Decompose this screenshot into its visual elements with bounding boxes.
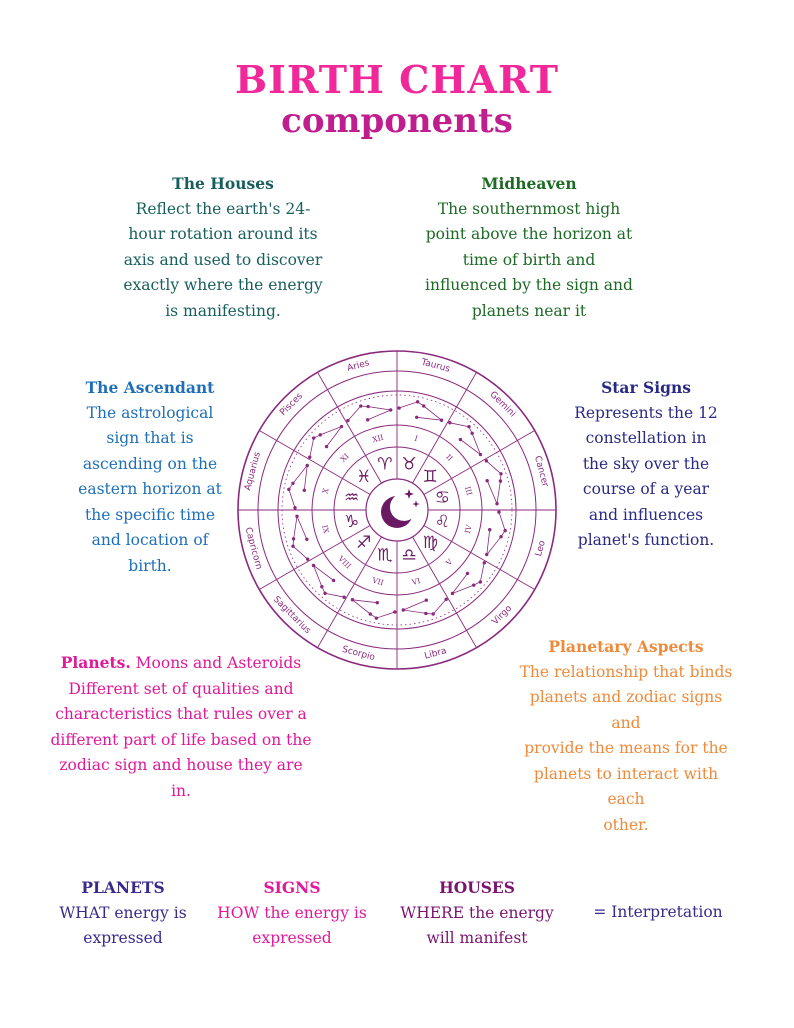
constellation-star (291, 545, 294, 548)
constellation-star (323, 592, 326, 595)
wheel-divider (259, 431, 370, 495)
house-numeral: VII (371, 575, 385, 588)
footer-signs-heading: SIGNS (263, 878, 321, 897)
sign-label: Aries (346, 358, 371, 374)
sign-label: Aquarius (243, 451, 264, 492)
zodiac-glyph-icon: ♏ (377, 545, 393, 566)
footer-signs (212, 875, 372, 952)
footer-signs-line: HOW the energy is (217, 903, 367, 922)
constellation-line (293, 516, 308, 559)
sign-label: Gemini (487, 389, 518, 420)
footer-houses-line: will manifest (426, 929, 528, 947)
ascendant-section (66, 375, 234, 579)
wheel-divider (424, 526, 535, 590)
sign-label: Sagittarius (270, 594, 313, 637)
constellation-star (366, 418, 369, 421)
planets-heading-rest: Moons and Asteroids (130, 654, 302, 672)
page-subtitle: components (281, 101, 513, 141)
constellation-star (451, 592, 454, 595)
constellation-star (287, 488, 290, 491)
aspects-heading: Planetary Aspects (548, 637, 704, 656)
zodiac-glyph-icon: ♓ (356, 466, 372, 487)
house-numeral: II (444, 452, 455, 463)
constellation-star (308, 455, 311, 458)
ascendant-line: ascending on the (82, 454, 218, 473)
midheaven-line: planets near it (471, 301, 587, 320)
constellation-star (488, 528, 491, 531)
constellation-star (485, 459, 488, 462)
constellation-star (295, 515, 298, 518)
footer-interpretation: = Interpretation (593, 903, 723, 921)
planets-line: Different set of qualities and (68, 679, 294, 698)
star-signs-line: Represents the 12 (574, 403, 718, 422)
footer-houses-line: WHERE the energy (400, 903, 554, 922)
constellation-line (450, 423, 481, 455)
constellation-star (432, 612, 435, 615)
footer-signs-line: expressed (252, 929, 332, 947)
midheaven-section (424, 171, 634, 324)
constellation-star (319, 433, 322, 436)
house-numeral: XI (338, 451, 351, 464)
house-numeral: IX (320, 523, 331, 535)
footer-planets-line: expressed (83, 929, 163, 947)
zodiac-glyph-icon: ♒ (343, 487, 360, 508)
constellation-star (293, 506, 296, 509)
constellation-star (503, 529, 506, 532)
midheaven-line: time of birth and (462, 250, 596, 269)
constellation-star (499, 479, 502, 482)
star-signs-line: the sky over the (582, 454, 710, 473)
constellation-star (485, 553, 488, 556)
constellation-star (332, 579, 335, 582)
constellation-star (376, 601, 379, 604)
constellation-star (466, 572, 469, 575)
constellation-star (440, 419, 443, 422)
constellation-line (348, 406, 391, 421)
star-signs-section (566, 375, 726, 554)
constellation-star (393, 610, 396, 613)
ascendant-line: The astrological (86, 403, 214, 422)
footer-planets-line: WHAT energy is (59, 903, 187, 922)
house-numeral: X (320, 487, 331, 495)
ascendant-line: birth. (128, 556, 172, 575)
constellation-line (314, 565, 345, 597)
sign-label: Pisces (278, 391, 305, 418)
constellation-star (292, 537, 295, 540)
houses-line: hour rotation around its (128, 225, 318, 243)
constellation-line (403, 599, 446, 614)
star-signs-line: and influences (588, 505, 704, 524)
constellation-line (310, 427, 342, 458)
ascendant-line: the specific time (84, 505, 215, 524)
zodiac-glyph-icon: ♑ (343, 512, 360, 533)
houses-line: Reflect the earth's 24- (135, 199, 311, 218)
midheaven-line: The southernmost high (437, 199, 621, 218)
sign-label: Cancer (531, 454, 550, 489)
constellation-star (306, 464, 309, 467)
constellation-line (289, 465, 307, 508)
ascendant-line: eastern horizon at (78, 480, 222, 498)
constellation-star (291, 482, 294, 485)
sign-label: Leo (534, 539, 548, 558)
constellation-line (352, 600, 395, 618)
zodiac-glyph-icon: ♍ (422, 533, 438, 554)
constellation-star (305, 538, 308, 541)
constellation-star (479, 453, 482, 456)
star-signs-heading: Star Signs (601, 378, 691, 397)
moon-icon-mask (390, 493, 418, 521)
house-numeral: III (462, 485, 474, 497)
footer-planets-heading: PLANETS (81, 878, 165, 897)
page-title: BIRTH CHART (234, 57, 560, 102)
footer-planets (43, 875, 203, 952)
constellation-star (402, 608, 405, 611)
houses-heading: The Houses (172, 174, 274, 193)
star-signs-line: planet's function. (577, 531, 715, 549)
constellation-star (416, 400, 419, 403)
footer-houses (397, 875, 557, 952)
house-numeral: V (444, 557, 455, 568)
midheaven-line: point above the horizon at (425, 225, 633, 243)
ascendant-line: and location of (91, 531, 209, 549)
wheel-divider (318, 537, 385, 648)
zodiac-glyph-icon: ♉ (401, 454, 417, 475)
zodiac-glyph-icon: ♎ (401, 545, 417, 566)
constellation-star (346, 419, 349, 422)
constellation-star (342, 596, 345, 599)
constellation-star (444, 598, 447, 601)
zodiac-glyph-icon: ♊ (422, 466, 438, 487)
planets-line: zodiac sign and house they are in. (59, 756, 303, 800)
constellation-star (459, 438, 462, 441)
constellation-star (312, 564, 315, 567)
constellation-star (351, 598, 354, 601)
constellation-line (487, 512, 505, 555)
constellation-star (448, 421, 451, 424)
constellation-star (306, 557, 309, 560)
constellation-star (499, 472, 502, 475)
sign-label: Capricorn (242, 526, 264, 571)
constellation-star (369, 612, 372, 615)
constellation-star (497, 510, 500, 513)
midheaven-heading: Midheaven (481, 174, 577, 193)
constellation-star (485, 479, 488, 482)
constellation-star (499, 535, 502, 538)
wheel-divider (424, 431, 535, 495)
constellation-star (366, 405, 369, 408)
constellation-star (389, 408, 392, 411)
constellation-star (340, 425, 343, 428)
zodiac-glyph-icon: ♈ (377, 454, 393, 475)
zodiac-glyph-icon: ♐ (356, 533, 372, 554)
aspects-line: planets and zodiac signs and (529, 688, 723, 732)
house-numeral: VIII (336, 554, 353, 571)
sign-label: Libra (423, 646, 448, 662)
zodiac-glyph-icon: ♋ (434, 487, 451, 508)
planets-line: different part of life based on the (50, 730, 312, 749)
zodiac-wheel (236, 349, 558, 671)
constellation-star (483, 561, 486, 564)
houses-line: is manifesting. (165, 301, 281, 320)
aspects-section (514, 634, 738, 838)
house-numeral: XII (371, 432, 385, 445)
sign-label: Virgo (490, 603, 515, 628)
ascendant-heading: The Ascendant (85, 378, 215, 397)
planets-line: characteristics that rules over a (55, 705, 307, 723)
planets-heading: Planets. (60, 653, 131, 672)
footer-houses-heading: HOUSES (439, 878, 515, 897)
star-signs-line: constellation in (585, 429, 707, 447)
constellation-star (303, 489, 306, 492)
sign-label: Taurus (420, 357, 452, 375)
constellation-star (479, 580, 482, 583)
constellation-star (415, 416, 418, 419)
constellation-star (359, 404, 362, 407)
constellation-star (472, 583, 475, 586)
wheel-divider (413, 537, 477, 648)
constellation-star (312, 436, 315, 439)
aspects-line: provide the means for the (524, 739, 728, 757)
houses-section (118, 171, 328, 324)
planets-section (48, 650, 314, 804)
constellation-line (399, 402, 442, 420)
house-numeral: IV (463, 523, 474, 535)
house-numeral: VI (410, 576, 422, 587)
house-numeral: I (413, 433, 419, 444)
constellation-star (320, 585, 323, 588)
wheel-divider (318, 372, 385, 483)
constellation-star (425, 598, 428, 601)
constellation-star (325, 445, 328, 448)
constellation-star (422, 404, 425, 407)
aspects-line: other. (603, 815, 649, 834)
constellation-star (375, 616, 378, 619)
ascendant-line: sign that is (106, 429, 194, 447)
constellation-star (424, 612, 427, 615)
constellation-star (495, 502, 498, 505)
constellation-star (470, 432, 473, 435)
houses-line: exactly where the energy (123, 276, 323, 294)
aspects-line: The relationship that binds (519, 662, 733, 681)
constellation-star (397, 406, 400, 409)
midheaven-line: influenced by the sign and (425, 276, 633, 294)
star-signs-line: course of a year (582, 480, 710, 498)
zodiac-glyph-icon: ♌ (434, 512, 451, 533)
sign-label: Scorpio (340, 644, 376, 664)
wheel-divider (259, 523, 370, 590)
aspects-line: planets to interact with each (533, 764, 719, 808)
houses-line: axis and used to discover (123, 250, 323, 269)
constellation-line (486, 461, 501, 504)
constellation-star (467, 425, 470, 428)
constellation-line (452, 563, 484, 594)
